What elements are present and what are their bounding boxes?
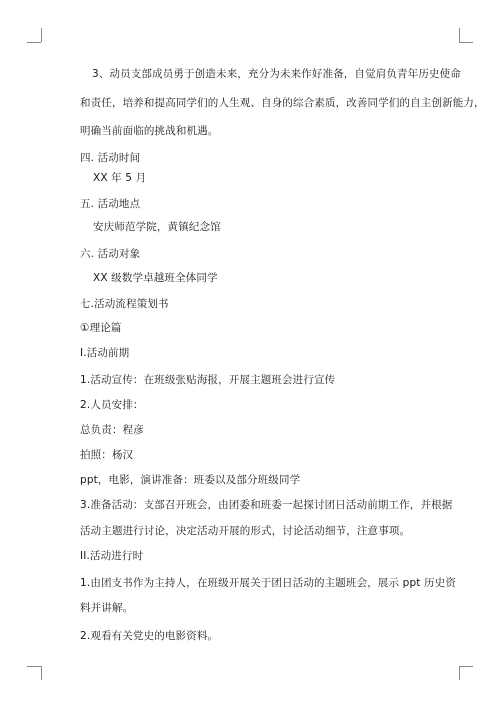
- crop-mark-bottom-right-v: [459, 666, 460, 680]
- crop-mark-top-right-h: [459, 42, 473, 43]
- paragraph-line: 2.人员安排：: [80, 399, 144, 411]
- paragraph-line: 拍照：杨汉: [80, 449, 134, 461]
- paragraph-line: 1.由团支书作为主持人，在班级开展关于团日活动的主题班会，展示 ppt 历史资: [80, 577, 456, 589]
- paragraph-line: 总负责：程彦: [80, 424, 144, 436]
- section-heading: 四. 活动时间: [80, 152, 141, 164]
- paragraph-line: 明确当前面临的挑战和机遇。: [80, 125, 219, 137]
- paragraph-line: 3.准备活动：支部召开班会，由团委和班委一起探讨团日活动前期工作，并根据: [80, 499, 453, 511]
- paragraph-line: II.活动进行时: [80, 550, 144, 562]
- paragraph-line: 2.观看有关党史的电影资料。: [80, 630, 219, 642]
- paragraph-line: 安庆师范学院，黄镇纪念馆: [93, 221, 221, 233]
- paragraph-line: 活动主题进行讨论，决定活动开展的形式，讨论活动细节，注意事项。: [80, 525, 411, 537]
- paragraph-line: I.活动前期: [80, 347, 130, 359]
- crop-mark-bottom-left-h: [27, 666, 41, 667]
- paragraph-line: XX 年 5 月: [93, 172, 147, 184]
- crop-mark-bottom-right-h: [459, 666, 473, 667]
- paragraph-line: ①理论篇: [80, 322, 122, 334]
- section-heading: 六. 活动对象: [80, 248, 141, 260]
- crop-mark-bottom-left-v: [41, 666, 42, 680]
- section-heading: 五. 活动地点: [80, 198, 141, 210]
- paragraph-line: 和责任，培养和提高同学们的人生观、自身的综合素质，改善同学们的自主创新能力，: [80, 97, 485, 109]
- paragraph-line: ppt，电影，演讲准备：班委以及部分班级同学: [80, 474, 301, 486]
- paragraph-line: 3、动员支部成员勇于创造未来，充分为未来作好准备，自觉肩负青年历史使命: [92, 68, 461, 80]
- crop-mark-top-left-v: [41, 28, 42, 42]
- paragraph-line: 1.活动宣传：在班级张贴海报，开展主题班会进行宣传: [80, 374, 336, 386]
- crop-mark-top-left-h: [27, 42, 41, 43]
- crop-mark-top-right-v: [459, 28, 460, 42]
- paragraph-line: 料并讲解。: [80, 602, 134, 614]
- paragraph-line: XX 级数学卓越班全体同学: [93, 272, 218, 284]
- section-heading: 七.活动流程策划书: [80, 298, 169, 310]
